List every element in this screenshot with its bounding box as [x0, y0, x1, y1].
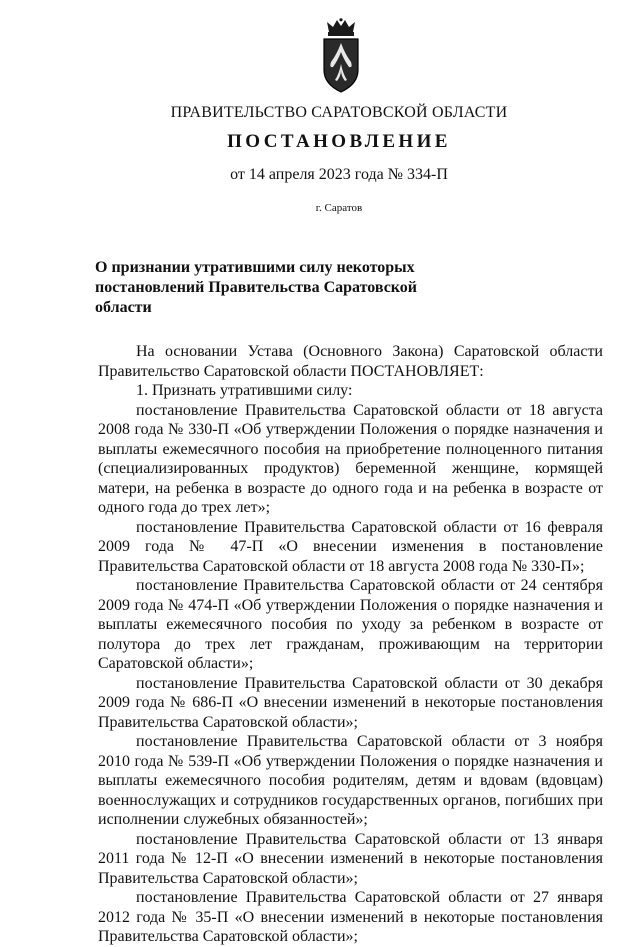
body-paragraph: постановление Правительства Саратовской области от 18 августа 2008 года № 330-П «Об утверждении Положения о порядке назначения и выплаты ежемесячного пособия на приобретение полноценного питания (специализированных продуктов) беременной женщине, кормящей матери, на ребенка в возрасте до одного года и на ребенка в возрасте от одного года до трех лет»; [98, 401, 603, 516]
body-paragraph: постановление Правительства Саратовской области от 24 сентября 2009 года № 474-П «Об утверждении Положения о порядке назначения и выплаты ежемесячного пособия по уходу за ребенком в возрасте от полутора до трех лет гражданам, проживающим на территории Саратовской области»; [98, 577, 603, 672]
body-paragraph: постановление Правительства Саратовской области от 30 декабря 2009 года № 686-П «О внесении изменений в некоторые постановления Правительства Саратовской области»; [98, 674, 603, 731]
document-type-title: ПОСТАНОВЛЕНИЕ [227, 131, 451, 152]
body-paragraph: На основании Устава (Основного Закона) Саратовской области Правительство Саратовской области ПОСТАНОВЛЯЕТ: [98, 343, 603, 380]
body-paragraph: постановление Правительства Саратовской области от 27 января 2012 года № 35-П «О внесении изменений в некоторые постановления Правительства Саратовской области»; [98, 889, 603, 945]
document-subject: О признании утратившими силу некоторых постановлений Правительства Саратовской области [95, 259, 418, 316]
document-date-number: от 14 апреля 2023 года № 334-П [230, 166, 448, 183]
government-name: ПРАВИТЕЛЬСТВО САРАТОВСКОЙ ОБЛАСТИ [170, 104, 508, 121]
saratov-coat-of-arms-icon [319, 18, 363, 94]
body-paragraph: постановление Правительства Саратовской области от 13 января 2011 года № 12-П «О внесении изменений в некоторые постановления Правительства Саратовской области»; [98, 830, 603, 887]
body-paragraph: постановление Правительства Саратовской области от 3 ноября 2010 года № 539-П «Об утверждении Положения о порядке назначения и выплаты ежемесячного пособия родителям, детям и вдовам (вдовцам) военнослужащих и сотрудников государственных органов, погибших при исполнении служебных обязанностей»; [98, 733, 603, 828]
body-paragraph: постановление Правительства Саратовской области от 16 февраля 2009 года № 47-П «О внесении изменения в постановление Правительства Саратовской области от 18 августа 2008 года № 330-П»; [98, 518, 603, 575]
document-body [98, 342, 603, 947]
body-paragraph: 1. Признать утратившими силу: [136, 382, 353, 399]
document-city: г. Саратов [315, 202, 363, 214]
